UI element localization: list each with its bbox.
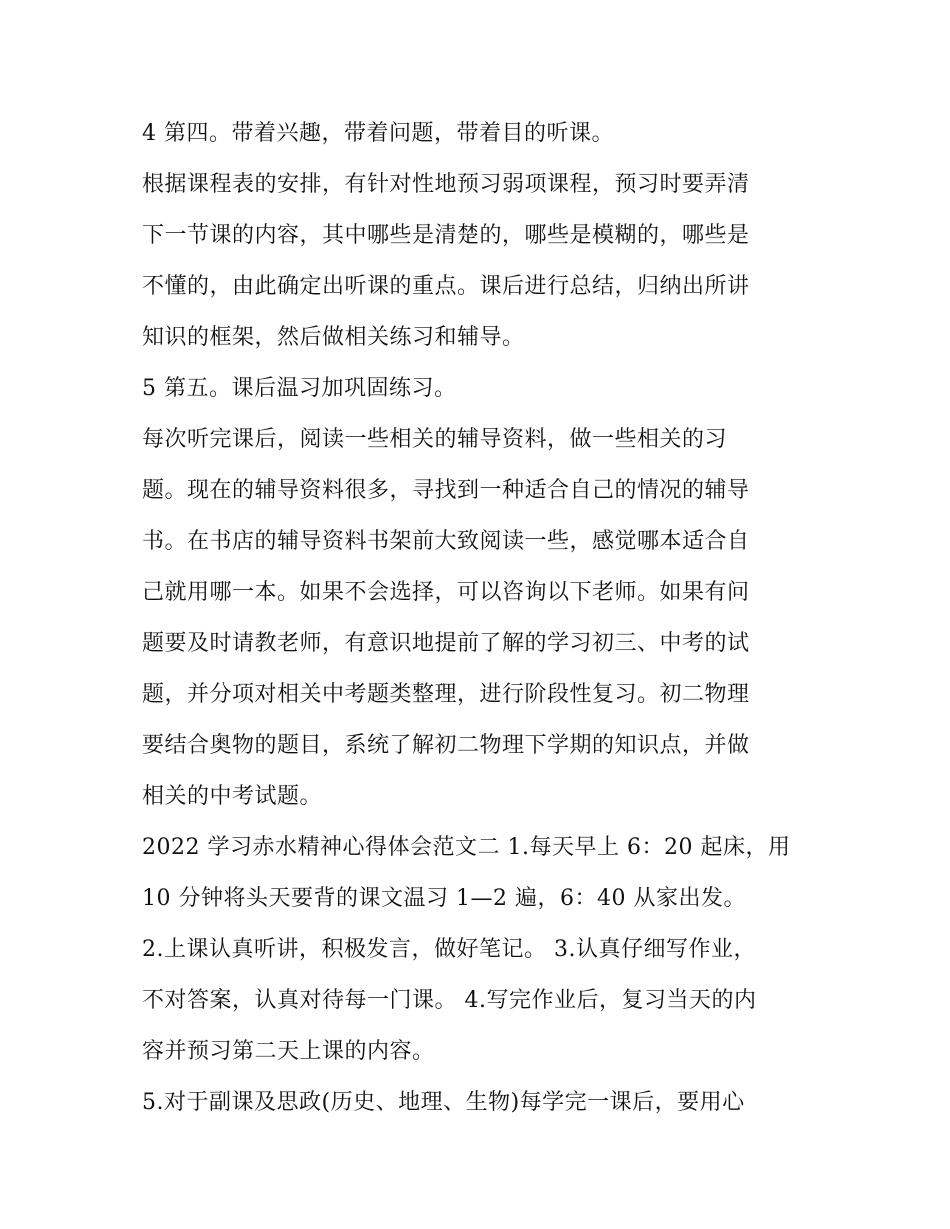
text-line: 书。在书店的辅导资料书架前大致阅读一些，感觉哪本适合自 xyxy=(142,529,750,554)
text-line: 5 第五。课后温习加巩固练习。 xyxy=(142,376,457,401)
text-line: 每次听完课后，阅读一些相关的辅导资料，做一些相关的习 xyxy=(142,427,728,452)
text-line: 不对答案，认真对待每一门课。 4.写完作业后，复习当天的内 xyxy=(142,988,757,1013)
text-line: 根据课程表的安排，有针对性地预习弱项课程，预习时要弄清 xyxy=(142,172,750,197)
text-line: 4 第四。带着兴趣，带着问题，带着目的听课。 xyxy=(142,121,614,146)
text-line: 题。现在的辅导资料很多，寻找到一种适合自己的情况的辅导 xyxy=(142,478,750,503)
text-line: 2022 学习赤水精神心得体会范文二 1.每天早上 6：20 起床，用 xyxy=(142,835,791,860)
text-line: 相关的中考试题。 xyxy=(142,784,323,809)
text-line: 5.对于副课及思政(历史、地理、生物)每学完一课后，要用心 xyxy=(142,1090,745,1115)
text-line: 10 分钟将头天要背的课文温习 1—2 遍，6：40 从家出发。 xyxy=(142,886,746,911)
text-line: 下一节课的内容，其中哪些是清楚的，哪些是模糊的，哪些是 xyxy=(142,223,750,248)
document-body xyxy=(142,108,822,1128)
text-line: 题，并分项对相关中考题类整理，进行阶段性复习。初二物理 xyxy=(142,682,750,707)
text-line: 己就用哪一本。如果不会选择，可以咨询以下老师。如果有问 xyxy=(142,580,750,605)
text-line: 题要及时请教老师，有意识地提前了解的学习初三、中考的试 xyxy=(142,631,750,656)
text-line: 知识的框架，然后做相关练习和辅导。 xyxy=(142,325,525,350)
text-line: 2.上课认真听讲，积极发言，做好笔记。 3.认真仔细写作业， xyxy=(142,937,756,962)
text-line: 要结合奥物的题目，系统了解初二物理下学期的知识点，并做 xyxy=(142,733,750,758)
text-line: 不懂的，由此确定出听课的重点。课后进行总结，归纳出所讲 xyxy=(142,274,750,299)
text-line: 容并预习第二天上课的内容。 xyxy=(142,1039,435,1064)
